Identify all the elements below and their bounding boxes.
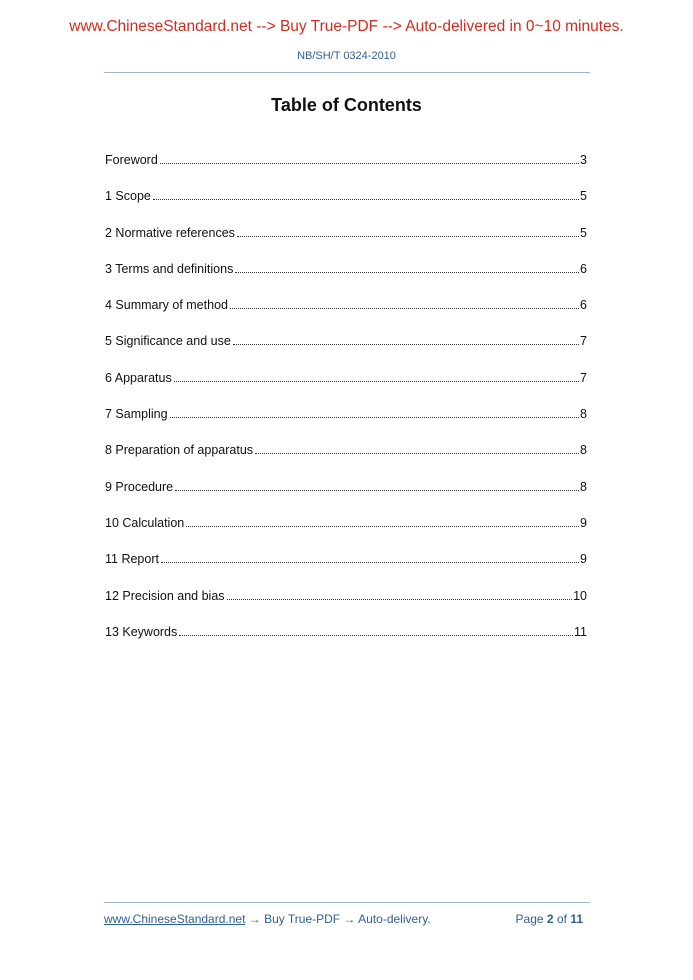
toc-entry-page-number: 8 bbox=[580, 443, 587, 458]
toc-entry-page-number: 10 bbox=[573, 588, 587, 603]
toc-entry-label: 6 Apparatus bbox=[105, 370, 172, 385]
toc-dot-leader bbox=[230, 308, 579, 309]
toc-entry[interactable] bbox=[105, 152, 587, 188]
toc-entry-label: Foreword bbox=[105, 153, 158, 167]
footer-promo bbox=[104, 912, 431, 926]
toc-entry[interactable] bbox=[105, 297, 587, 333]
toc-entry[interactable] bbox=[105, 515, 587, 551]
toc-entry-label: 10 Calculation bbox=[105, 515, 185, 530]
toc-entry-page-number: 5 bbox=[580, 225, 587, 240]
toc-entry[interactable] bbox=[105, 551, 587, 587]
toc-entry-label: 11 Report bbox=[105, 552, 159, 567]
header-divider bbox=[104, 72, 590, 73]
toc-entry-page-number: 7 bbox=[580, 370, 587, 385]
toc-entry[interactable] bbox=[105, 624, 587, 660]
footer-delivery-text: Auto-delivery. bbox=[358, 912, 431, 926]
toc-entry-page-number: 9 bbox=[580, 515, 587, 530]
footer-buy-text: Buy True-PDF bbox=[264, 912, 341, 926]
toc-entry-page-number: 7 bbox=[580, 334, 587, 349]
toc-entry-page-number: 8 bbox=[580, 407, 587, 422]
toc-entry-page-number: 9 bbox=[580, 552, 587, 567]
toc-entry[interactable] bbox=[105, 479, 587, 515]
toc-dot-leader bbox=[174, 381, 579, 382]
of-word: of bbox=[556, 912, 567, 926]
arrow-right-icon: → bbox=[248, 912, 261, 926]
toc-entry-label: 13 Keywords bbox=[105, 624, 178, 639]
toc-dot-leader bbox=[153, 199, 579, 200]
toc-entry-label: 4 Summary of method bbox=[105, 298, 228, 313]
toc-entry[interactable] bbox=[105, 188, 587, 224]
arrow-right-icon: → bbox=[343, 912, 356, 926]
page-title: Table of Contents bbox=[271, 95, 422, 115]
toc-entry-label: 1 Scope bbox=[105, 189, 151, 204]
top-banner-link[interactable]: www.ChineseStandard.net --> Buy True-PDF --> Auto-delivered in 0~10 minutes. bbox=[69, 18, 624, 35]
page-indicator bbox=[516, 912, 583, 926]
total-pages-number: 11 bbox=[570, 912, 583, 926]
toc-dot-leader bbox=[233, 344, 579, 345]
toc-dot-leader bbox=[235, 272, 579, 273]
toc-entry[interactable] bbox=[105, 225, 587, 261]
toc-entry-label: 9 Procedure bbox=[105, 479, 174, 494]
current-page-number: 2 bbox=[546, 912, 554, 926]
toc-dot-leader bbox=[170, 417, 580, 418]
toc-dot-leader bbox=[160, 163, 579, 164]
toc-entry[interactable] bbox=[105, 261, 587, 297]
footer-site-link[interactable]: www.ChineseStandard.net bbox=[104, 912, 246, 926]
page-word: Page bbox=[515, 912, 544, 926]
toc-entry-page-number: 5 bbox=[580, 189, 587, 204]
toc-entry-page-number: 8 bbox=[580, 479, 587, 494]
toc-entry-page-number: 6 bbox=[580, 298, 587, 313]
toc-entry[interactable] bbox=[105, 406, 587, 442]
toc-entry[interactable] bbox=[105, 588, 587, 624]
toc-entry[interactable] bbox=[105, 442, 587, 478]
toc-entry[interactable] bbox=[105, 333, 587, 369]
toc-entry-label: 5 Significance and use bbox=[105, 334, 231, 349]
toc-dot-leader bbox=[186, 526, 579, 527]
toc-dot-leader bbox=[161, 562, 579, 563]
toc-dot-leader bbox=[237, 236, 579, 237]
toc-dot-leader bbox=[179, 635, 573, 636]
toc-entry-label: 7 Sampling bbox=[105, 407, 168, 422]
toc-entry-label: 3 Terms and definitions bbox=[105, 261, 234, 276]
toc-dot-leader bbox=[255, 453, 579, 454]
toc-entry-label: 12 Precision and bias bbox=[105, 588, 225, 603]
toc-entry-page-number: 3 bbox=[580, 153, 587, 167]
toc-entry-page-number: 11 bbox=[574, 624, 587, 639]
footer-divider bbox=[104, 902, 590, 903]
toc-entry-label: 8 Preparation of apparatus bbox=[105, 443, 254, 458]
toc-dot-leader bbox=[227, 599, 573, 600]
toc-entry-page-number: 6 bbox=[580, 261, 587, 276]
document-code: NB/SH/T 0324-2010 bbox=[297, 50, 396, 62]
toc-entry[interactable] bbox=[105, 370, 587, 406]
toc-entry-label: 2 Normative references bbox=[105, 225, 235, 240]
toc-dot-leader bbox=[175, 490, 579, 491]
table-of-contents bbox=[105, 152, 587, 660]
